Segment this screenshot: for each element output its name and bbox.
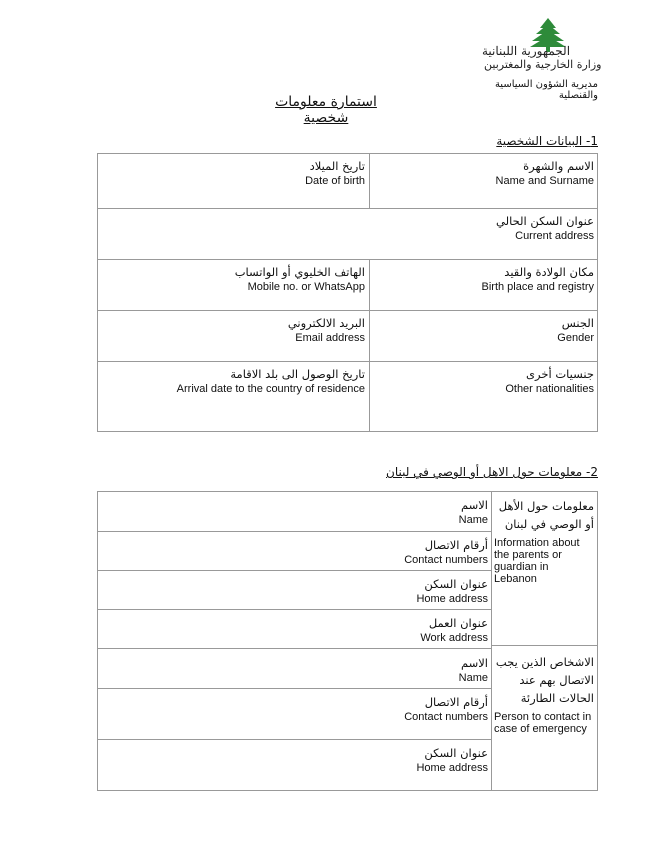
parent-name-field[interactable]	[370, 498, 488, 527]
group-label-en: Information about the parents or guardian in Lebanon	[494, 537, 580, 585]
field-label-ar: تاريخ الميلاد	[309, 159, 365, 173]
field-label-ar: أرقام الاتصال	[424, 695, 488, 709]
mobile-field[interactable]	[150, 265, 365, 294]
field-label-en: Current address	[515, 230, 594, 242]
birth-place-field[interactable]	[380, 265, 594, 294]
gender-field[interactable]	[380, 316, 594, 345]
field-label-en: Home address	[416, 762, 488, 774]
field-label-en: Gender	[557, 332, 594, 344]
emergency-contact-numbers-field[interactable]	[370, 695, 488, 724]
field-label-en: Home address	[416, 593, 488, 605]
other-nationalities-field[interactable]	[380, 367, 594, 396]
group-label-ar-3: الحالات الطارئة	[520, 691, 594, 705]
field-label-en: Date of birth	[305, 175, 365, 187]
logo-text-republic: الجمهورية اللبنانية	[482, 44, 571, 58]
field-label-ar: أرقام الاتصال	[424, 538, 488, 552]
field-label-en: Arrival date to the country of residence	[176, 383, 365, 395]
field-label-ar: الاسم	[460, 656, 488, 670]
emergency-contact-group-label	[494, 653, 594, 735]
logo-text-ministry: وزارة الخارجية والمغتربين	[484, 58, 602, 71]
field-label-ar: جنسيات أخرى	[526, 367, 594, 381]
date-of-birth-field[interactable]	[150, 159, 365, 188]
parent-home-address-field[interactable]	[370, 577, 488, 606]
emergency-name-field[interactable]	[370, 656, 488, 685]
field-label-en: Birth place and registry	[481, 281, 594, 293]
group-label-ar-2: أو الوصي في لبنان	[504, 517, 594, 531]
group-label-ar-1: الاشخاص الذين يجب	[495, 655, 594, 669]
field-label-ar: الاسم والشهرة	[523, 159, 594, 173]
field-label-ar: الاسم	[460, 498, 488, 512]
arrival-date-field[interactable]	[150, 367, 365, 396]
field-label-en: Name	[458, 672, 488, 684]
field-label-en: Contact numbers	[404, 711, 488, 723]
field-label-ar: عنوان السكن	[424, 577, 488, 591]
field-label-en: Name and Surname	[495, 175, 594, 187]
field-label-en: Mobile no. or WhatsApp	[247, 281, 365, 293]
field-label-en: Name	[458, 514, 488, 526]
field-label-ar: عنوان السكن	[424, 746, 488, 760]
field-label-ar: عنوان السكن الحالي	[495, 214, 594, 228]
field-label-ar: تاريخ الوصول الى بلد الاقامة	[230, 367, 365, 381]
form-title: استمارة معلومات شخصية	[275, 94, 377, 126]
group-label-en: Person to contact in case of emergency	[494, 711, 592, 735]
section1-heading: 1- البيانات الشخصية	[496, 134, 598, 148]
group-label-ar-2: الاتصال بهم عند	[519, 673, 594, 687]
field-label-ar: البريد الالكتروني	[287, 316, 365, 330]
field-label-ar: مكان الولادة والقيد	[504, 265, 594, 279]
parents-guardian-group-label	[494, 497, 594, 585]
field-label-ar: الهاتف الخليوي أو الواتساب	[234, 265, 365, 279]
field-label-en: Contact numbers	[404, 554, 488, 566]
department-name: مديرية الشؤون السياسية والقنصلية	[494, 79, 598, 101]
parent-contact-numbers-field[interactable]	[370, 538, 488, 567]
section2-heading: 2- معلومات حول الاهل أو الوصي في لبنان	[386, 465, 598, 479]
current-address-field[interactable]	[380, 214, 594, 243]
field-label-en: Email address	[295, 332, 365, 344]
email-field[interactable]	[150, 316, 365, 345]
name-surname-field[interactable]	[380, 159, 594, 188]
field-label-en: Work address	[420, 632, 488, 644]
field-label-ar: عنوان العمل	[428, 616, 488, 630]
field-label-ar: الجنس	[561, 316, 594, 330]
field-label-en: Other nationalities	[505, 383, 594, 395]
group-label-ar-1: معلومات حول الأهل	[498, 499, 594, 513]
parent-work-address-field[interactable]	[370, 616, 488, 645]
emergency-home-address-field[interactable]	[370, 746, 488, 775]
